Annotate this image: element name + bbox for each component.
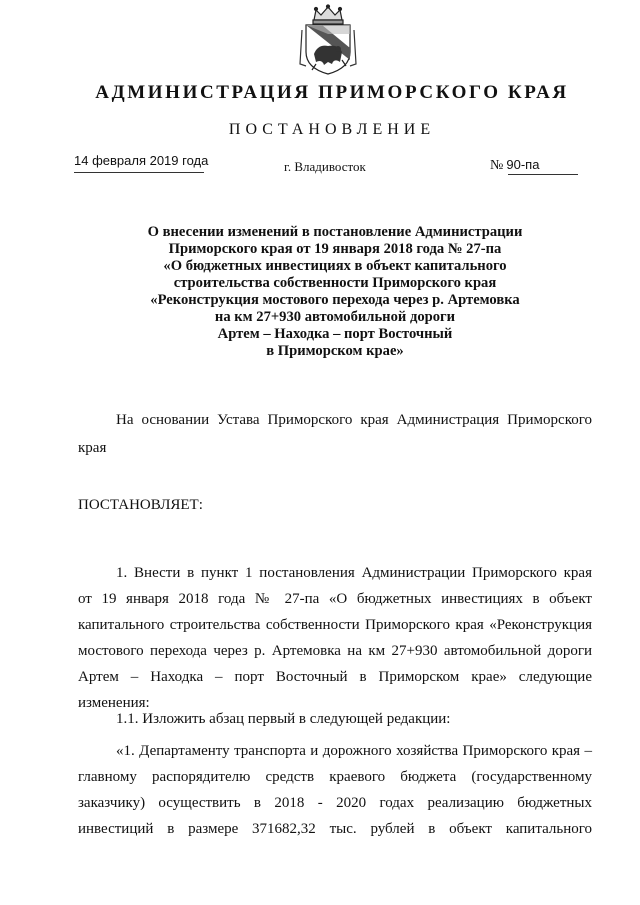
document-city: г. Владивосток [284,159,366,174]
number-prefix: № [490,158,504,173]
subject-line: Артем – Находка – порт Восточный [217,326,453,342]
subject-line: строительства собственности Приморского края [173,275,497,291]
document-number [490,157,539,174]
number-underline [508,174,578,175]
date-underline [74,172,204,173]
paragraph-line: инвестиций в размере 371682,32 тыс. рублей в объект капитального [78,821,592,837]
subject-line: «О бюджетных инвестициях в объект капитального [163,258,507,274]
document-subject [120,224,550,360]
document-type: ПОСТАНОВЛЕНИЕ [228,121,436,138]
paragraph-line: капитального строительства собственности Приморского края «Реконструкция [78,617,592,633]
number-value: 90-па [506,157,540,172]
subject-line: «Реконструкция мостового перехода через р. Артемовка [150,292,520,308]
paragraph-line: от 19 января 2018 года № 27-па «О бюджетных инвестициях в объект [78,591,592,607]
subject-line: Приморского края от 19 января 2018 года № 27-па [168,241,502,257]
paragraph-line: Артем – Находка – порт Восточный в Приморском крае» следующие [78,669,592,685]
item-1-1-paragraph: 1.1. Изложить абзац первый в следующей редакции: [116,711,451,727]
paragraph-line: 1. Внести в пункт 1 постановления Администрации Приморского края [116,565,592,581]
subject-line: О внесении изменений в постановление Администрации [147,224,523,240]
paragraph-line: главному распорядителю средств краевого бюджета (государственному [78,769,592,785]
document-date: 14 февраля 2019 года [74,153,209,168]
resolves-heading: ПОСТАНОВЛЯЕТ: [78,497,203,513]
organization-title: АДМИНИСТРАЦИЯ ПРИМОРСКОГО КРАЯ [95,82,569,103]
subject-line: на км 27+930 автомобильной дороги [214,309,456,325]
paragraph-line: изменения: [78,695,150,711]
subject-line: в Приморском крае» [266,343,404,359]
basis-paragraph-line: На основании Устава Приморского края Администрация Приморского [116,412,592,428]
paragraph-line: мостового перехода через р. Артемовка на км 27+930 автомобильной дороги [78,643,592,659]
paragraph-line: заказчику) осуществить в 2018 - 2020 годах реализацию бюджетных [78,795,592,811]
new-paragraph-text [78,738,592,842]
paragraph-line: «1. Департаменту транспорта и дорожного хозяйства Приморского края – [116,743,592,759]
item-1-paragraph [78,560,592,716]
basis-paragraph-line: края [78,440,107,456]
coat-of-arms-icon [298,4,358,76]
